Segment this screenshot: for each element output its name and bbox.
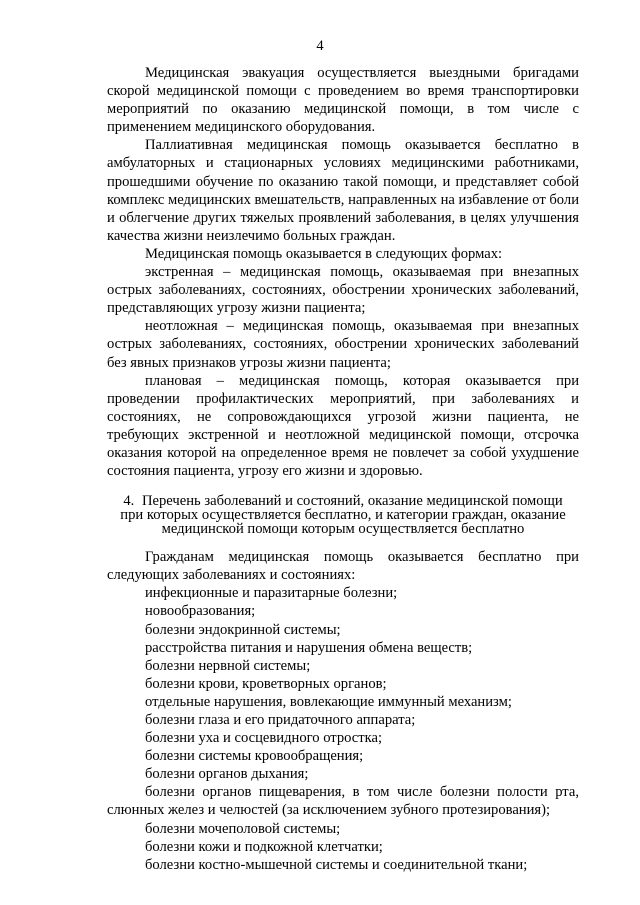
- list-item: болезни органов пищеварения, в том числе болезни полости рта, слюнных желез и челюстей (за исключением зубного протезирования);: [107, 784, 579, 819]
- section-title: Перечень заболеваний и состояний, оказание медицинской помощи при которых осуществляется бесплатно, и категории граждан, оказание медицинской помощи которым осуществляется бесплатно: [120, 493, 566, 538]
- list-item: болезни крови, кроветворных органов;: [145, 675, 387, 692]
- list-item: болезни системы кровообращения;: [145, 748, 364, 765]
- paragraph-conditions-intro: Гражданам медицинская помощь оказывается бесплатно при следующих заболеваниях и состояниях:: [107, 549, 579, 584]
- list-item: инфекционные и паразитарные болезни;: [145, 585, 398, 602]
- list-item: болезни костно-мышечной системы и соединительной ткани;: [145, 856, 528, 873]
- section-number: 4.: [123, 493, 135, 510]
- list-item: болезни кожи и подкожной клетчатки;: [145, 838, 383, 855]
- list-item: болезни органов дыхания;: [145, 766, 309, 783]
- page-number: 4: [316, 38, 324, 54]
- list-item: отдельные нарушения, вовлекающие иммунный механизм;: [145, 693, 512, 710]
- paragraph-form-planned: плановая – медицинская помощь, которая оказывается при проведении профилактических мероприятий, при заболеваниях и состояниях, не сопровождающихся угрозой жизни пациента, не требующих экстренной и неотложной медицинской помощи, отсрочка оказания которой на определенное время не повлечет за собой ухудшение состояния пациента, угрозу его жизни и здоровью.: [107, 372, 579, 480]
- document-body: [107, 64, 579, 874]
- list-item: болезни глаза и его придаточного аппарата;: [145, 712, 416, 728]
- list-item: новообразования;: [145, 603, 256, 620]
- paragraph-forms-intro: Медицинская помощь оказывается в следующих формах:: [145, 245, 503, 262]
- list-item: болезни мочеполовой системы;: [145, 820, 341, 837]
- paragraph-medical-evacuation: Медицинская эвакуация осуществляется выездными бригадами скорой медицинской помощи с проведением во время транспортировки мероприятий по оказанию медицинской помощи, в том числе с применением медицинского оборудования.: [107, 65, 579, 136]
- list-item: болезни уха и сосцевидного отростка;: [145, 730, 383, 747]
- list-item: болезни эндокринной системы;: [145, 621, 341, 638]
- conditions-list: [107, 584, 579, 874]
- list-item: расстройства питания и нарушения обмена веществ;: [145, 639, 473, 656]
- list-item: болезни нервной системы;: [145, 657, 311, 674]
- section-heading: [107, 494, 579, 536]
- paragraph-form-urgent: неотложная – медицинская помощь, оказываемая при внезапных острых заболеваниях, состояниях, обострении хронических заболеваний без явных признаков угрозы жизни пациента;: [107, 318, 579, 371]
- paragraph-form-emergency: экстренная – медицинская помощь, оказываемая при внезапных острых заболеваниях, состояниях, обострении хронических заболеваний, представляющих угрозу жизни пациента;: [107, 264, 579, 317]
- paragraph-palliative-care: Паллиативная медицинская помощь оказывается бесплатно в амбулаторных и стационарных условиях медицинскими работниками, прошедшими обучение по оказанию такой помощи, и представляет собой комплекс медицинских вмешательств, направленных на избавление от боли и облегчение других тяжелых проявлений заболевания, в целях улучшения качества жизни неизлечимо больных граждан.: [107, 137, 579, 244]
